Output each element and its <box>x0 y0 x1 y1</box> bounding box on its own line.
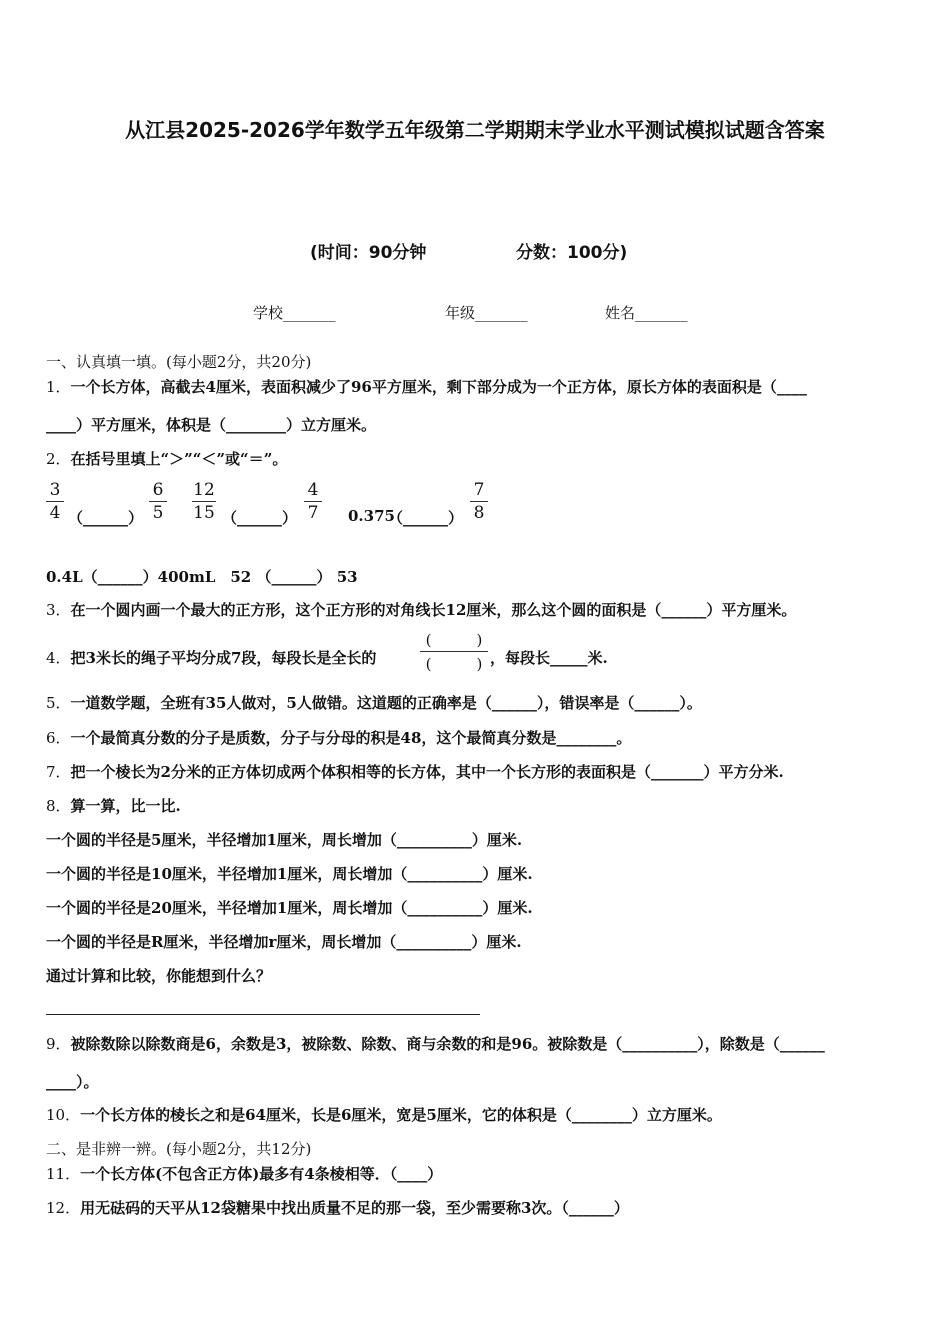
question-4: 4．把3米长的绳子平均分成7段，每段长是全长的 <box>46 649 377 667</box>
question-9-cont: ____）。 <box>46 1073 99 1091</box>
section-2-heading: 二、是非辨一辨。(每小题2分，共12分) <box>46 1140 312 1158</box>
question-12: 12．用无砝码的天平从12袋糖果中找出质量不足的那一袋，至少需要称3次。（______） <box>46 1199 629 1217</box>
fraction-3-4: 3 4 <box>44 480 66 523</box>
compare-blank-3[interactable]: （______） <box>388 509 464 527</box>
question-3: 3．在一个圆内画一个最大的正方形，这个正方形的对角线长12厘米，那么这个圆的面积是（______）平方厘米。 <box>46 601 797 619</box>
question-8-line-4: 一个圆的半径是R厘米，半径增加r厘米，周长增加（__________）厘米. <box>46 933 522 951</box>
grade-field: 年级_______ <box>445 304 528 322</box>
question-1-cont: ____）平方厘米，体积是（________）立方厘米。 <box>46 416 377 434</box>
fraction-12-15: 12 15 <box>193 480 215 523</box>
question-10: 10．一个长方体的棱长之和是64厘米，长是6厘米，宽是5厘米，它的体积是（________）立方厘米。 <box>46 1106 722 1124</box>
question-9: 9．被除数除以除数商是6，余数是3，被除数、除数、商与余数的和是96。被除数是（__________），除数是（______ <box>46 1035 825 1053</box>
question-8-prompt: 通过计算和比较，你能想到什么？ <box>46 967 272 985</box>
question-4-tail: ，每段长_____米. <box>490 649 608 667</box>
name-field: 姓名_______ <box>605 304 688 322</box>
fraction-7-8: 7 8 <box>468 480 490 523</box>
question-7: 7．把一个棱长为2分米的正方体切成两个体积相等的长方体，其中一个长方形的表面积是（_______）平方分米. <box>46 763 784 781</box>
decimal-0375: 0.375 <box>348 507 395 525</box>
question-8-line-3: 一个圆的半径是20厘米，半径增加1厘米，周长增加（__________）厘米. <box>46 899 533 917</box>
question-1: 1．一个长方体，高截去4厘米，表面积减少了96平方厘米，剩下部分成为一个正方体，原长方体的表面积是（____ <box>46 378 807 396</box>
question-2-row-2: 0.4L（______）400mL 52 （______） 53 <box>46 568 358 586</box>
section-1-heading: 一、认真填一填。(每小题2分，共20分) <box>46 353 312 371</box>
question-8: 8．算一算，比一比. <box>46 797 181 815</box>
fraction-6-5: 6 5 <box>147 480 169 523</box>
question-8-line-2: 一个圆的半径是10厘米，半径增加1厘米，周长增加（__________）厘米. <box>46 865 533 883</box>
question-6: 6．一个最简真分数的分子是质数，分子与分母的积是48，这个最简真分数是________。 <box>46 729 632 747</box>
answer-line[interactable] <box>46 1014 480 1015</box>
fraction-4-7: 4 7 <box>302 480 324 523</box>
question-11: 11．一个长方体(不包含正方体)最多有4条棱相等．（____） <box>46 1165 443 1183</box>
question-4-fraction[interactable]: ( ) ( ) <box>420 629 488 674</box>
question-5: 5．一道数学题，全班有35人做对，5人做错。这道题的正确率是（______），错误率是（______）。 <box>46 694 702 712</box>
exam-score: 分数：100分) <box>516 243 628 263</box>
question-8-line-1: 一个圆的半径是5厘米，半径增加1厘米，周长增加（__________）厘米. <box>46 831 523 849</box>
page-title: 从江县2025-2026学年数学五年级第二学期期末学业水平测试模拟试题含答案 <box>125 118 825 142</box>
question-2: 2．在括号里填上“＞”“＜”或“＝”。 <box>46 450 288 468</box>
compare-blank-2[interactable]: （______） <box>222 509 298 527</box>
exam-time: (时间：90分钟 <box>310 243 427 263</box>
compare-blank-1[interactable]: （______） <box>68 509 144 527</box>
school-field: 学校_______ <box>253 304 336 322</box>
